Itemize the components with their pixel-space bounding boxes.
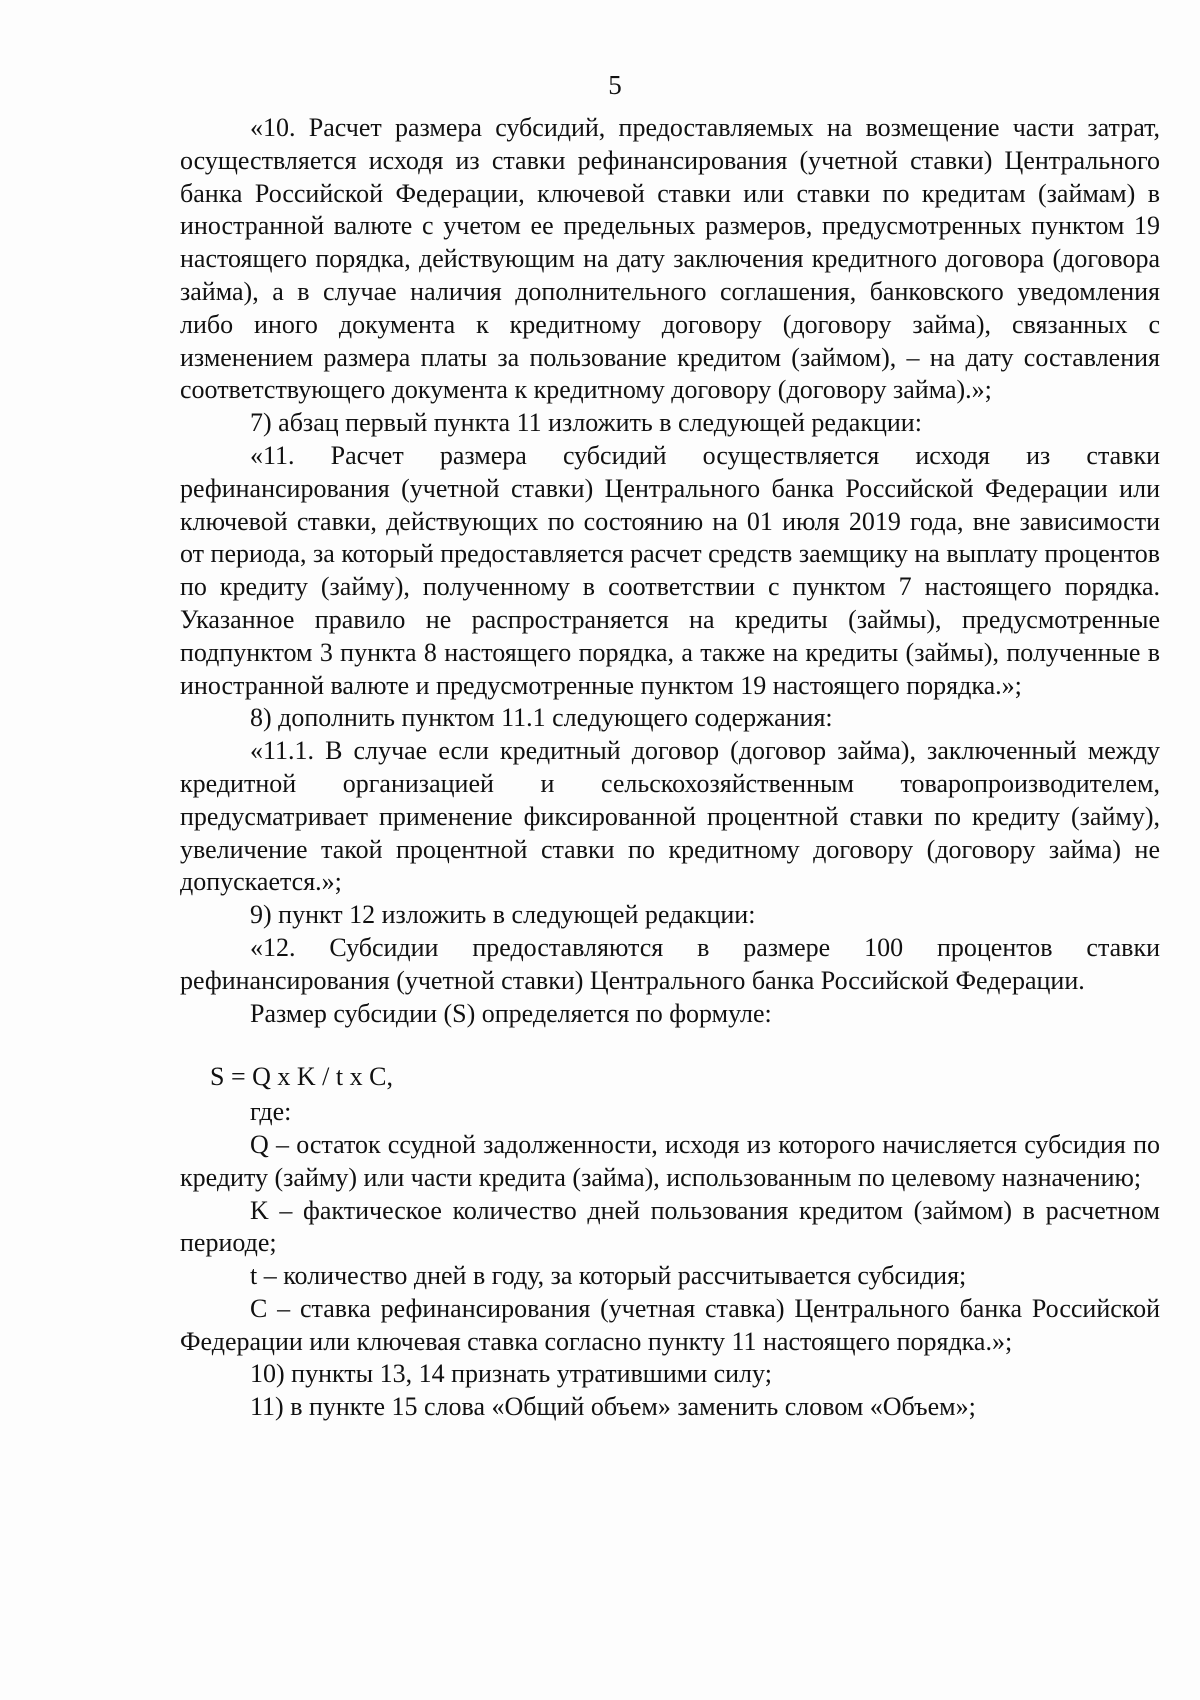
document-body xyxy=(180,112,1160,1424)
amendment-item-10: 10) пункты 13, 14 признать утратившими силу; xyxy=(250,1359,772,1389)
definition-q: Q – остаток ссудной задолженности, исходя из которого начисляется субсидия по кредиту (займу) или части кредита (займа), использованным по целевому назначению; xyxy=(180,1129,1160,1192)
formula-intro: Размер субсидии (S) определяется по формуле: xyxy=(250,998,772,1028)
amendment-item-11: 11) в пункте 15 слова «Общий объем» заменить словом «Объем»; xyxy=(250,1392,976,1422)
paragraph-10: «10. Расчет размера субсидий, предоставляемых на возмещение части затрат, осуществляется исходя из ставки рефинансирования (учетной ставки) Центрального банка Российской Федерации, ключевой ставки или ставки по кредитам (займам) в иностранной валюте с учетом ее предельных размеров, предусмотренных пунктом 19 настоящего порядка, действующим на дату заключения кредитного договора (договора займа), а в случае наличия дополнительного соглашения, банковского уведомления либо иного документа к кредитному договору (договору займа), связанных с изменением размера платы за пользование кредитом (займом), – на дату составления соответствующего документа к кредитному договору (договору займа).»; xyxy=(180,113,1160,405)
definition-t: t – количество дней в году, за который рассчитывается субсидия; xyxy=(250,1261,967,1291)
definition-c: C – ставка рефинансирования (учетная ставка) Центрального банка Российской Федерации или ключевая ставка согласно пункту 11 настоящего порядка.»; xyxy=(180,1293,1160,1356)
paragraph-11-1: «11.1. В случае если кредитный договор (договор займа), заключенный между кредитной организацией и сельскохозяйственным товаропроизводителем, предусматривает применение фиксированной процентной ставки по кредиту (займу), увеличение такой процентной ставки по кредитному договору (договору займа) не допускается.»; xyxy=(180,736,1160,897)
page-number: 5 xyxy=(608,70,622,100)
subsidy-formula: S = Q x K / t x C, xyxy=(210,1062,393,1092)
amendment-item-7: 7) абзац первый пункта 11 изложить в следующей редакции: xyxy=(250,408,922,438)
definition-k: K – фактическое количество дней пользования кредитом (займом) в расчетном периоде; xyxy=(180,1195,1160,1258)
amendment-item-8: 8) дополнить пунктом 11.1 следующего содержания: xyxy=(250,703,833,733)
amendment-item-9: 9) пункт 12 изложить в следующей редакции: xyxy=(250,900,756,930)
paragraph-11: «11. Расчет размера субсидий осуществляется исходя из ставки рефинансирования (учетной ставки) Центрального банка Российской Федерации или ключевой ставки, действующих по состоянию на 01 июля 2019 года, вне зависимости от периода, за который предоставляется расчет средств заемщику на выплату процентов по кредиту (займу), полученному в соответствии с пунктом 7 настоящего порядка. Указанное правило не распространяется на кредиты (займы), предусмотренные подпунктом 3 пункта 8 настоящего порядка, а также на кредиты (займы), полученные в иностранной валюте и предусмотренные пунктом 19 настоящего порядка.»; xyxy=(180,440,1160,700)
paragraph-12: «12. Субсидии предоставляются в размере 100 процентов ставки рефинансирования (учетной ставки) Центрального банка Российской Федерации. xyxy=(180,932,1160,995)
formula-where: где: xyxy=(250,1097,292,1127)
